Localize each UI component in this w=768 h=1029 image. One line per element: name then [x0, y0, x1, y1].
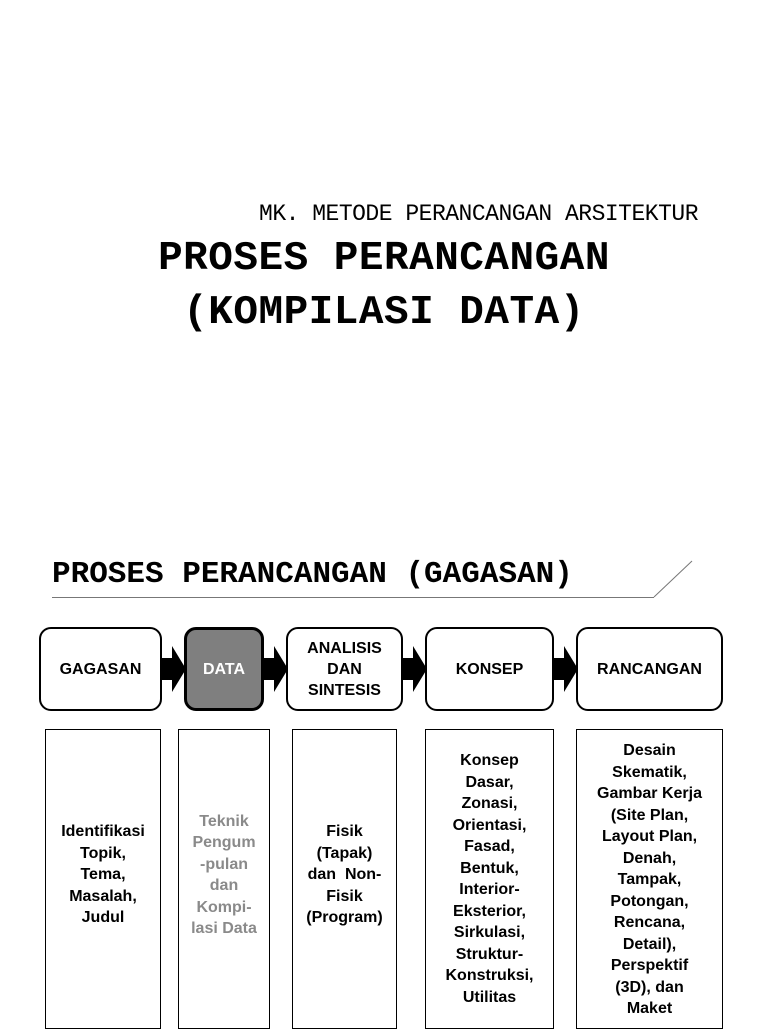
flow-arrow — [160, 644, 186, 694]
stage-label: DATA — [202, 660, 246, 678]
detail-line: Maket — [626, 1000, 673, 1017]
detail-line: Rencana, — [613, 914, 686, 931]
stage-box-rancangan — [576, 627, 723, 711]
stage-box-konsep — [425, 627, 554, 711]
detail-line: (Program) — [306, 909, 383, 927]
detail-line: Konsep — [460, 752, 519, 769]
course-name: MK. METODE PERANCANGAN ARSITEKTUR — [259, 201, 698, 227]
detail-line: Teknik — [199, 812, 249, 830]
detail-line: Utilitas — [462, 988, 517, 1006]
detail-line: dan — [209, 877, 239, 894]
stage-label-line: DAN — [327, 660, 362, 678]
detail-box-rancangan — [576, 729, 723, 1029]
stage-box-analisis — [286, 627, 403, 711]
stage-label-line: SINTESIS — [308, 681, 381, 699]
detail-line: lasi Data — [191, 920, 257, 937]
stage-label-line: ANALISIS — [307, 639, 382, 657]
detail-line: Dasar, — [465, 773, 514, 791]
title-line-1: PROSES PERANCANGAN — [158, 236, 610, 282]
detail-line: Topik, — [80, 844, 126, 862]
detail-line: Tema, — [80, 866, 126, 884]
stage-label: RANCANGAN — [597, 660, 702, 678]
detail-line: Eksterior, — [453, 902, 526, 920]
flow-arrow — [552, 644, 578, 694]
stage-label: GAGASAN — [59, 660, 142, 678]
detail-line: Identifikasi — [61, 823, 145, 841]
section-title: PROSES PERANCANGAN (GAGASAN) — [52, 557, 573, 592]
stage-box-gagasan — [39, 627, 162, 711]
detail-line: Gambar Kerja — [597, 785, 702, 802]
detail-line: Pengum — [192, 834, 256, 851]
stage-box-data — [184, 627, 264, 711]
section-slash-decoration — [648, 559, 694, 599]
detail-line: Judul — [81, 909, 125, 927]
detail-line: (3D), dan — [615, 978, 684, 996]
page-title — [0, 232, 768, 340]
flow-arrow — [401, 644, 427, 694]
detail-box-konsep — [425, 729, 554, 1029]
detail-line: dan Non- — [307, 866, 382, 884]
detail-line: (Site Plan, — [610, 806, 689, 824]
detail-box-data — [178, 729, 270, 1029]
detail-line: Skematik, — [612, 763, 687, 781]
detail-line: Fisik — [326, 823, 363, 841]
detail-line: Zonasi, — [461, 795, 518, 812]
detail-line: -pulan — [200, 855, 248, 873]
detail-line: Denah, — [622, 849, 677, 867]
detail-line: Konstruksi, — [445, 967, 534, 984]
detail-line: Bentuk, — [460, 859, 519, 877]
detail-line: Kompi- — [196, 898, 252, 916]
detail-line: Sirkulasi, — [453, 924, 526, 941]
detail-line: Tampak, — [617, 871, 682, 888]
detail-line: Perspektif — [610, 957, 689, 974]
detail-line: Fasad, — [464, 838, 515, 855]
detail-line: Struktur- — [455, 945, 524, 963]
detail-line: Fisik — [326, 887, 363, 905]
detail-line: Potongan, — [610, 892, 689, 910]
section-underline — [52, 597, 654, 598]
stage-label: KONSEP — [455, 660, 524, 678]
detail-line: Desain — [623, 742, 676, 759]
detail-line: Interior- — [459, 881, 520, 898]
detail-box-gagasan — [45, 729, 161, 1029]
detail-line: Detail), — [622, 935, 677, 953]
detail-line: Layout Plan, — [601, 828, 698, 845]
detail-box-analisis — [292, 729, 397, 1029]
detail-line: (Tapak) — [316, 844, 373, 862]
detail-line: Masalah, — [69, 887, 137, 905]
flow-arrow — [262, 644, 288, 694]
detail-line: Orientasi, — [452, 816, 527, 834]
title-line-2: (KOMPILASI DATA) — [183, 290, 585, 336]
